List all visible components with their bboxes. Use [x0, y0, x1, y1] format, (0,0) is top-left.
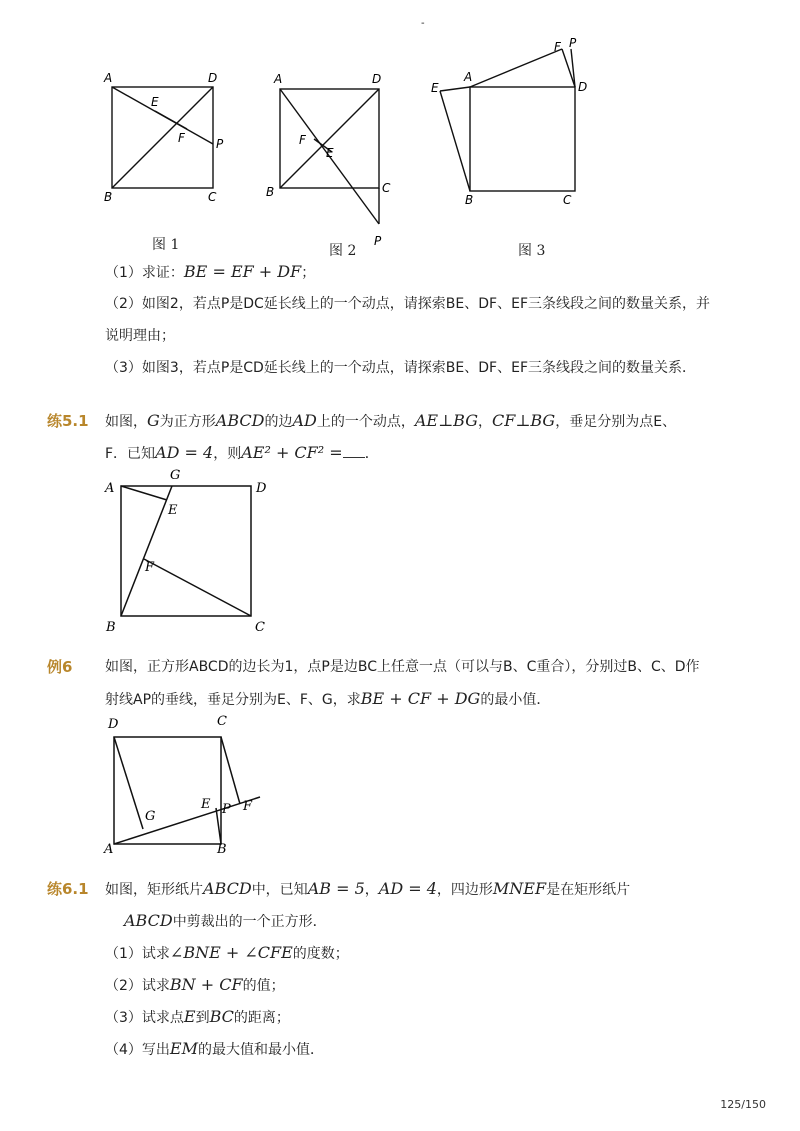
- fig1-label-a: A: [104, 71, 113, 85]
- exercise-5-1-label: 练5.1: [47, 412, 89, 430]
- fig3-label-a: A: [464, 70, 473, 84]
- fig3-label-e: E: [431, 81, 439, 95]
- exercise-6-1-line1: 如图，矩形纸片ABCD中，已知AB = 5，AD = 4，四边形MNEF是在矩形纸片: [105, 879, 631, 898]
- exercise-6-1-q3: （3）试求点E到BC的距离；: [105, 1007, 290, 1026]
- fig3-label-c: C: [563, 193, 572, 207]
- prev-question-1: （1）求证：BE = EF + DF；: [105, 262, 316, 281]
- fig3-label-f: F: [554, 40, 561, 54]
- ex6-label-b: B: [217, 842, 227, 857]
- exercise-5-1-line2: F．已知AD = 4，则AE² + CF² = ．: [105, 443, 379, 462]
- fig2-label-a: A: [274, 72, 283, 86]
- fig1-label-e: E: [151, 95, 159, 109]
- page-number: 125/150: [720, 1098, 766, 1111]
- fig1-label-c: C: [208, 190, 217, 204]
- figure-3: [425, 34, 595, 214]
- fig1-label-p: P: [216, 137, 224, 151]
- figure-2-caption: 图 2: [329, 243, 357, 259]
- fig2-label-p: P: [374, 234, 382, 248]
- example-6-line2: 射线AP的垂线，垂足分别为E、F、G，求BE + CF + DG的最小值．: [105, 689, 551, 708]
- fig2-label-e: E: [326, 146, 334, 160]
- ex51-label-e: E: [168, 503, 178, 518]
- ex6-label-a: A: [104, 842, 114, 857]
- fig2-label-b: B: [266, 185, 275, 199]
- ex6-label-d: D: [108, 717, 119, 732]
- fig1-label-b: B: [104, 190, 113, 204]
- fig1-label-f: F: [178, 131, 185, 145]
- exercise-6-1-label: 练6.1: [47, 880, 89, 898]
- ex51-label-g: G: [170, 468, 181, 483]
- exercise-5-1-line1: 如图，G为正方形ABCD的边AD上的一个动点，AE⊥BG，CF⊥BG，垂足分别为点E、: [105, 411, 677, 430]
- fig3-label-p: P: [569, 36, 577, 50]
- exercise-6-1-q1: （1）试求∠BNE + ∠CFE的度数；: [105, 943, 349, 962]
- ex51-label-c: C: [255, 620, 265, 635]
- fig2-label-f: F: [299, 133, 306, 147]
- prev-question-2-line2: 说明理由；: [105, 328, 175, 344]
- ex51-label-b: B: [106, 620, 116, 635]
- figure-1: [100, 66, 240, 216]
- fig1-label-d: D: [208, 71, 218, 85]
- prev-question-2-line1: （2）如图2，若点P是DC延长线上的一个动点，请探索BE、DF、EF三条线段之间的数量关系，并: [105, 296, 710, 312]
- exercise-6-1-q4: （4）写出EM的最大值和最小值．: [105, 1039, 324, 1058]
- ex6-label-g: G: [145, 809, 156, 824]
- example-6-figure: [100, 712, 270, 857]
- ex6-label-p: P: [222, 802, 231, 817]
- figure-1-caption: 图 1: [152, 237, 180, 253]
- figure-2: [262, 66, 402, 256]
- example-6-label: 例6: [47, 658, 73, 676]
- example-6-line1: 如图，正方形ABCD的边长为1，点P是边BC上任意一点（可以与B、C重合），分别过B、C、D作: [105, 659, 700, 675]
- ex6-label-e: E: [201, 797, 211, 812]
- ex6-label-c: C: [217, 714, 227, 729]
- exercise-6-1-q2: （2）试求BN + CF的值；: [105, 975, 285, 994]
- exercise-6-1-line2: ABCD中剪裁出的一个正方形．: [124, 911, 327, 930]
- figure-3-caption: 图 3: [518, 243, 546, 259]
- ex6-label-f: F: [243, 799, 253, 814]
- ex51-label-a: A: [105, 481, 115, 496]
- top-mark: -: [421, 18, 425, 29]
- fig2-label-c: C: [382, 181, 391, 195]
- answer-blank[interactable]: [343, 443, 365, 458]
- fig3-label-b: B: [465, 193, 474, 207]
- fig3-label-d: D: [578, 80, 588, 94]
- ex51-label-f: F: [145, 560, 155, 575]
- fig2-label-d: D: [372, 72, 382, 86]
- prev-question-3: （3）如图3，若点P是CD延长线上的一个动点，请探索BE、DF、EF三条线段之间的数量关系．: [105, 360, 696, 376]
- ex51-label-d: D: [256, 481, 267, 496]
- exercise-5-1-figure: [100, 464, 280, 636]
